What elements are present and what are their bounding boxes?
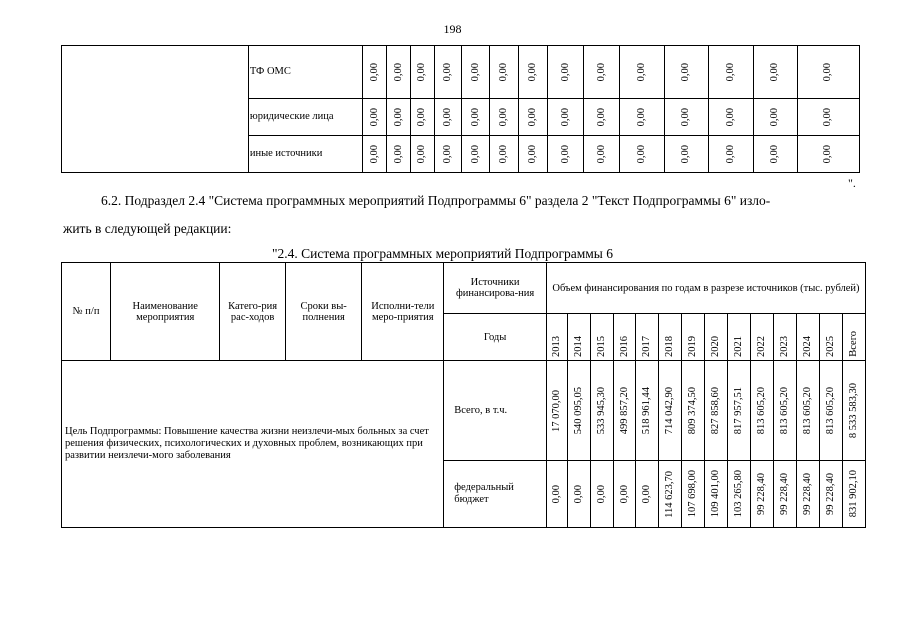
value-cell: [519, 46, 548, 99]
top-table: [61, 45, 860, 173]
year-cell-text: 2017: [641, 336, 653, 357]
year-cell: [546, 314, 567, 361]
value-cell-text: 0,00: [416, 107, 428, 127]
year-cell-text: 2015: [595, 336, 607, 357]
year-cell-text: 2016: [618, 336, 630, 357]
value-cell: [819, 361, 842, 461]
header-years-label: Годы: [444, 314, 547, 361]
value-cell-text: 0,00: [559, 144, 571, 164]
value-cell-text: 0,00: [527, 107, 539, 127]
value-cell: [387, 46, 411, 99]
value-cell-text: 0,00: [572, 484, 584, 504]
value-cell: [659, 461, 682, 528]
value-cell: [584, 99, 620, 136]
value-cell: [546, 361, 567, 461]
value-cell: [682, 461, 705, 528]
value-cell-text: 0,00: [595, 484, 607, 504]
header-terms: Сроки вы-полнения: [285, 263, 361, 361]
value-cell-text: 0,00: [595, 62, 607, 82]
value-cell: [613, 361, 636, 461]
value-cell: [797, 99, 859, 136]
table-row: [62, 46, 860, 99]
closing-quote: ".: [848, 176, 856, 190]
value-cell-text: 0,00: [442, 107, 454, 127]
paragraph-line-2: жить в следующей редакции:: [63, 221, 232, 236]
value-cell: [387, 99, 411, 136]
value-cell-text: 0,00: [769, 107, 781, 127]
value-cell-text: 0,00: [442, 144, 454, 164]
value-cell: [410, 46, 434, 99]
value-cell: [753, 136, 797, 173]
header-num: № п/п: [62, 263, 111, 361]
value-cell: [363, 136, 387, 173]
value-cell-text: 0,00: [636, 62, 648, 82]
value-cell: [636, 361, 659, 461]
value-cell-text: 0,00: [636, 144, 648, 164]
year-cell: [751, 314, 774, 361]
value-cell: [584, 46, 620, 99]
value-cell: [774, 461, 797, 528]
value-cell-text: 0,00: [595, 107, 607, 127]
value-cell-text: 114 623,70: [664, 470, 676, 518]
value-cell: [434, 99, 462, 136]
year-cell: [705, 314, 728, 361]
value-cell-text: 0,00: [498, 144, 510, 164]
value-cell: [797, 136, 859, 173]
value-cell-text: 107 698,00: [687, 470, 699, 518]
value-cell-text: 0,00: [498, 107, 510, 127]
value-cell-text: 714 042,90: [664, 386, 676, 435]
value-cell-text: 813 605,20: [779, 386, 791, 435]
value-cell: [548, 46, 584, 99]
value-cell-text: 0,00: [469, 144, 481, 164]
value-cell: [709, 136, 753, 173]
value-cell: [728, 461, 751, 528]
value-cell: [584, 136, 620, 173]
value-cell: [462, 99, 490, 136]
source-label: федеральный бюджет: [444, 461, 547, 528]
value-cell-text: 0,00: [769, 144, 781, 164]
main-table: [61, 262, 866, 528]
value-cell-text: 0,00: [724, 107, 736, 127]
value-cell: [620, 99, 664, 136]
value-cell-text: 0,00: [641, 484, 653, 504]
page-number: 198: [443, 22, 462, 36]
value-cell: [819, 461, 842, 528]
header-sources: Источники финансирова-ния: [444, 263, 547, 314]
value-cell-text: 0,00: [680, 144, 692, 164]
section-heading: "2.4. Система программных мероприятий Подпрограммы 6: [272, 246, 614, 261]
value-cell: [590, 361, 613, 461]
value-cell-text: 499 857,20: [618, 386, 630, 435]
value-cell-text: 0,00: [527, 144, 539, 164]
year-cell-text: 2014: [572, 336, 584, 357]
value-cell-text: 99 228,40: [824, 473, 836, 515]
value-cell: [387, 136, 411, 173]
value-cell-text: 813 605,20: [756, 386, 768, 435]
value-cell: [659, 361, 682, 461]
value-cell-text: 0,00: [416, 62, 428, 82]
value-cell: [753, 46, 797, 99]
value-cell-text: 0,00: [392, 62, 404, 82]
header-funding: Объем финансирования по годам в разрезе источников (тыс. рублей): [546, 263, 865, 314]
value-cell-text: 0,00: [498, 62, 510, 82]
header-executors: Исполни-тели меро-приятия: [362, 263, 444, 361]
value-cell-text: 0,00: [724, 62, 736, 82]
year-cell: [842, 314, 865, 361]
header-category: Катего-рия рас-ходов: [220, 263, 286, 361]
year-cell: [659, 314, 682, 361]
year-cell-text: 2013: [550, 336, 562, 357]
value-cell: [620, 136, 664, 173]
year-cell: [774, 314, 797, 361]
year-cell-text: Всего: [847, 331, 859, 357]
value-cell: [664, 46, 708, 99]
value-cell-text: 17 070,00: [550, 389, 562, 432]
year-cell-text: 2020: [710, 336, 722, 357]
value-cell: [709, 46, 753, 99]
value-cell: [751, 361, 774, 461]
year-cell-text: 2019: [687, 336, 699, 357]
value-cell: [410, 136, 434, 173]
value-cell: [567, 361, 590, 461]
value-cell-text: 0,00: [636, 107, 648, 127]
value-cell-text: 533 945,30: [595, 386, 607, 435]
value-cell-text: 0,00: [550, 484, 562, 504]
value-cell-text: 109 401,00: [710, 470, 722, 518]
value-cell-text: 809 374,50: [687, 386, 699, 435]
value-cell: [842, 361, 865, 461]
value-cell: [664, 99, 708, 136]
value-cell: [709, 99, 753, 136]
value-cell-text: 0,00: [724, 144, 736, 164]
year-cell: [819, 314, 842, 361]
value-cell: [490, 136, 519, 173]
value-cell-text: 0,00: [559, 62, 571, 82]
value-cell: [548, 99, 584, 136]
paragraph-line-1: 6.2. Подраздел 2.4 "Система программных мероприятий Подпрограммы 6" раздела 2 "Текст Подпрограммы 6" изло-: [101, 193, 771, 208]
value-cell: [462, 136, 490, 173]
year-cell: [567, 314, 590, 361]
value-cell-text: 0,00: [469, 107, 481, 127]
value-cell: [774, 361, 797, 461]
year-cell: [728, 314, 751, 361]
year-cell-text: 2024: [802, 336, 814, 357]
value-cell-text: 0,00: [822, 107, 834, 127]
value-cell: [797, 46, 859, 99]
value-cell-text: 99 228,40: [802, 473, 814, 515]
value-cell: [567, 461, 590, 528]
value-cell: [434, 46, 462, 99]
value-cell: [728, 361, 751, 461]
value-cell: [490, 46, 519, 99]
value-cell-text: 0,00: [595, 144, 607, 164]
year-cell: [590, 314, 613, 361]
value-cell: [462, 46, 490, 99]
value-cell-text: 813 605,20: [824, 386, 836, 435]
year-cell: [613, 314, 636, 361]
value-cell-text: 518 961,44: [641, 386, 653, 435]
value-cell: [434, 136, 462, 173]
value-cell-text: 0,00: [618, 484, 630, 504]
value-cell-text: 8 533 583,30: [847, 382, 859, 439]
year-cell: [682, 314, 705, 361]
value-cell: [636, 461, 659, 528]
value-cell: [519, 136, 548, 173]
year-cell: [797, 314, 820, 361]
goal-text: Цель Подпрограммы: Повышение качества жизни неизлечи-мых больных за счет решения физических, психологических и духовных проблем, возникающих при развитии неизлечи-мого заболевания: [62, 361, 444, 528]
value-cell: [590, 461, 613, 528]
value-cell-text: 0,00: [559, 107, 571, 127]
empty-cell: [62, 46, 249, 173]
value-cell-text: 0,00: [368, 107, 380, 127]
value-cell: [613, 461, 636, 528]
value-cell-text: 540 095,05: [572, 386, 584, 435]
source-label: Всего, в т.ч.: [444, 361, 547, 461]
value-cell: [363, 46, 387, 99]
value-cell-text: 0,00: [822, 144, 834, 164]
value-cell: [620, 46, 664, 99]
source-label: ТФ ОМС: [248, 46, 363, 99]
year-cell-text: 2023: [779, 336, 791, 357]
value-cell-text: 0,00: [527, 62, 539, 82]
value-cell-text: 103 265,80: [733, 470, 745, 518]
year-cell: [636, 314, 659, 361]
value-cell: [363, 99, 387, 136]
value-cell-text: 99 228,40: [779, 473, 791, 515]
source-label: юридические лица: [248, 99, 363, 136]
value-cell-text: 0,00: [680, 62, 692, 82]
value-cell: [705, 461, 728, 528]
value-cell-text: 0,00: [368, 62, 380, 82]
value-cell-text: 0,00: [769, 62, 781, 82]
year-cell-text: 2022: [756, 336, 768, 357]
value-cell-text: 831 902,10: [847, 470, 859, 518]
value-cell-text: 99 228,40: [756, 473, 768, 515]
value-cell-text: 0,00: [392, 107, 404, 127]
source-label: иные источники: [248, 136, 363, 173]
value-cell: [410, 99, 434, 136]
value-cell-text: 0,00: [822, 62, 834, 82]
value-cell: [797, 461, 820, 528]
value-cell-text: 827 858,60: [710, 386, 722, 435]
value-cell: [546, 461, 567, 528]
value-cell: [753, 99, 797, 136]
value-cell-text: 0,00: [392, 144, 404, 164]
value-cell: [664, 136, 708, 173]
value-cell-text: 0,00: [680, 107, 692, 127]
value-cell: [490, 99, 519, 136]
year-cell-text: 2018: [664, 336, 676, 357]
value-cell: [682, 361, 705, 461]
value-cell-text: 0,00: [368, 144, 380, 164]
value-cell-text: 813 605,20: [802, 386, 814, 435]
value-cell: [705, 361, 728, 461]
value-cell-text: 817 957,51: [733, 386, 745, 435]
header-name: Наименование мероприятия: [111, 263, 220, 361]
value-cell: [842, 461, 865, 528]
value-cell: [751, 461, 774, 528]
value-cell-text: 0,00: [469, 62, 481, 82]
year-cell-text: 2025: [824, 336, 836, 357]
year-cell-text: 2021: [733, 336, 745, 357]
value-cell-text: 0,00: [442, 62, 454, 82]
value-cell: [797, 361, 820, 461]
value-cell: [548, 136, 584, 173]
value-cell-text: 0,00: [416, 144, 428, 164]
value-cell: [519, 99, 548, 136]
